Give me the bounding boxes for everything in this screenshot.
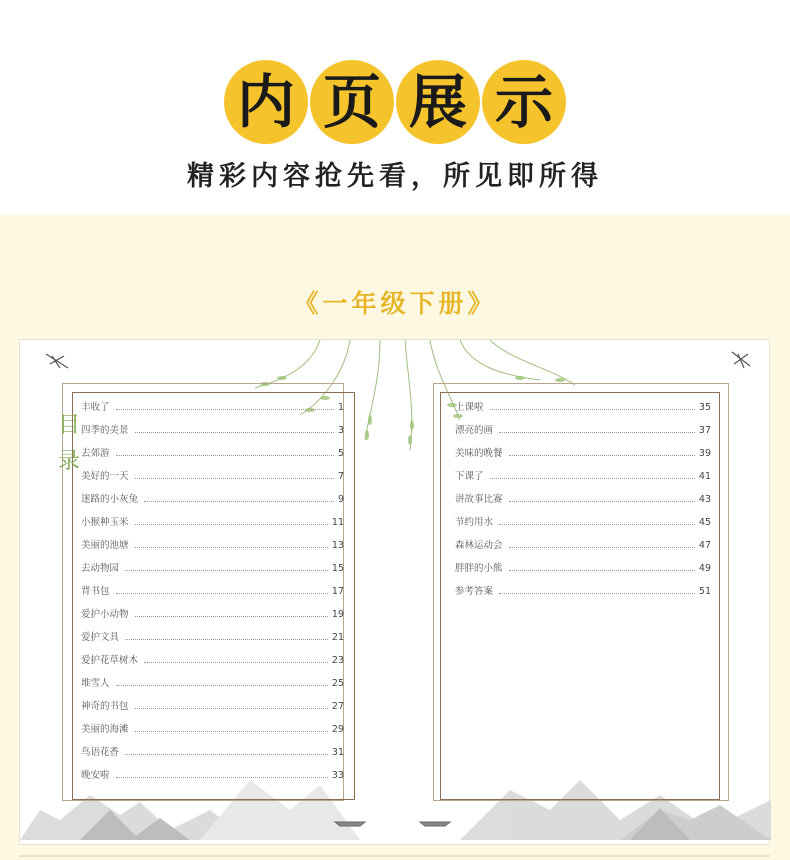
toc-entry-title: 背书包 (81, 586, 110, 597)
toc-entry-title: 美丽的海滩 (81, 724, 129, 735)
toc-leader-dots (116, 403, 334, 410)
toc-entry-page: 19 (331, 609, 344, 620)
toc-entry-page: 1 (337, 402, 344, 413)
toc-leader-dots (116, 449, 334, 456)
page-heading (0, 60, 790, 144)
toc-entry-title: 讲故事比赛 (455, 494, 503, 505)
toc-entry-title: 森林运动会 (455, 540, 503, 551)
toc-leader-dots (135, 518, 328, 525)
toc-leader-dots (144, 495, 334, 502)
toc-leader-dots (135, 541, 328, 548)
toc-entry-page: 9 (337, 494, 344, 505)
heading-char-circle: 示 (482, 60, 566, 144)
toc-entry-title: 节约用水 (455, 517, 494, 528)
toc-heading-char: 目 (57, 413, 80, 438)
toc-entry (81, 606, 344, 620)
toc-entry-page: 51 (698, 586, 711, 597)
toc-entry (81, 514, 344, 528)
toc-entry (81, 629, 344, 643)
toc-entry-page: 27 (331, 701, 344, 712)
book-title: 《一年级下册》 (293, 289, 497, 318)
toc-leader-dots (135, 472, 334, 479)
toc-leader-dots (499, 587, 695, 594)
toc-leader-dots (125, 748, 328, 755)
toc-entry-page: 21 (331, 632, 344, 643)
toc-leader-dots (135, 426, 334, 433)
toc-leader-dots (490, 472, 695, 479)
toc-entry-page: 15 (331, 563, 344, 574)
toc-entry-title: 爱护文具 (81, 632, 120, 643)
toc-leader-dots (499, 518, 695, 525)
heading-char-circle: 页 (310, 60, 394, 144)
toc-leader-dots (490, 403, 695, 410)
toc-entry-title: 神奇的书包 (81, 701, 129, 712)
toc-leader-dots (509, 564, 695, 571)
toc-leader-dots (499, 426, 695, 433)
toc-leader-dots (135, 725, 328, 732)
toc-leader-dots (144, 656, 328, 663)
book-spread (19, 339, 770, 845)
toc-entry-page: 29 (331, 724, 344, 735)
toc-entry (81, 537, 344, 551)
toc-entry (81, 721, 344, 735)
toc-entry-title: 迷路的小灰兔 (81, 494, 139, 505)
toc-entry-page: 37 (698, 425, 711, 436)
toc-entry (81, 399, 344, 413)
toc-entry (455, 491, 711, 505)
toc-entry-title: 美好的一天 (81, 471, 129, 482)
toc-entry-title: 漂亮的画 (455, 425, 494, 436)
toc-entry-page: 17 (331, 586, 344, 597)
toc-entry-title: 爱护小动物 (81, 609, 129, 620)
toc-leader-dots (509, 449, 695, 456)
toc-leader-dots (135, 702, 328, 709)
toc-entry (81, 652, 344, 666)
toc-entry (455, 537, 711, 551)
toc-leader-dots (116, 771, 328, 778)
toc-entry-title: 鸟语花香 (81, 747, 120, 758)
toc-entry-page: 39 (698, 448, 711, 459)
subtitle: 精彩内容抢先看，所见即所得 (187, 161, 603, 192)
toc-entry (455, 560, 711, 574)
bottom-divider (19, 855, 770, 857)
toc-entry-title: 四季的美景 (81, 425, 129, 436)
toc-entry-title: 胖胖的小熊 (455, 563, 503, 574)
toc-entry-title: 去动物园 (81, 563, 120, 574)
toc-entry-title: 小猴种玉米 (81, 517, 129, 528)
toc-entry-page: 35 (698, 402, 711, 413)
toc-entry-title: 晚安啦 (81, 770, 110, 781)
header-section (0, 0, 790, 215)
toc-entry-page: 3 (337, 425, 344, 436)
toc-entry-page: 13 (331, 540, 344, 551)
toc-entry-title: 美丽的池塘 (81, 540, 129, 551)
toc-entry-page: 33 (331, 770, 344, 781)
toc-entry-title: 美味的晚餐 (455, 448, 503, 459)
toc-leader-dots (116, 679, 328, 686)
toc-entry-page: 31 (331, 747, 344, 758)
toc-entry (81, 445, 344, 459)
toc-entry (81, 767, 344, 781)
toc-entry-page: 41 (698, 471, 711, 482)
toc-leader-dots (125, 633, 328, 640)
toc-entry-page: 47 (698, 540, 711, 551)
toc-entry-page: 11 (331, 517, 344, 528)
toc-entry-title: 参考答案 (455, 586, 494, 597)
toc-entry-title: 上课啦 (455, 402, 484, 413)
toc-heading-char: 录 (57, 449, 80, 474)
toc-entry (455, 514, 711, 528)
toc-entry (455, 422, 711, 436)
toc-entry-page: 5 (337, 448, 344, 459)
toc-leader-dots (509, 495, 695, 502)
toc-entry (81, 468, 344, 482)
toc-entry (455, 399, 711, 413)
heading-char-circle: 展 (396, 60, 480, 144)
toc-entry-title: 丰收了 (81, 402, 110, 413)
toc-leader-dots (116, 587, 328, 594)
toc-entry (455, 468, 711, 482)
toc-entry (455, 583, 711, 597)
toc-entry-page: 7 (337, 471, 344, 482)
toc-entry (81, 583, 344, 597)
toc-entry (455, 445, 711, 459)
toc-entry (81, 422, 344, 436)
toc-entry-page: 23 (331, 655, 344, 666)
toc-entry (81, 560, 344, 574)
toc-entry-title: 去郊游 (81, 448, 110, 459)
toc-entry-page: 49 (698, 563, 711, 574)
toc-entry-page: 45 (698, 517, 711, 528)
toc-entry-page: 25 (331, 678, 344, 689)
toc-entry (81, 698, 344, 712)
toc-leader-dots (135, 610, 328, 617)
toc-leader-dots (509, 541, 695, 548)
toc-leader-dots (125, 564, 328, 571)
heading-char-circle: 内 (224, 60, 308, 144)
toc-entry-title: 下课了 (455, 471, 484, 482)
toc-entry-page: 43 (698, 494, 711, 505)
toc-heading (56, 408, 82, 480)
toc-entry-title: 爱护花草树木 (81, 655, 139, 666)
toc-entry (81, 491, 344, 505)
toc-entry (81, 744, 344, 758)
toc-entry (81, 675, 344, 689)
toc-entry-title: 堆雪人 (81, 678, 110, 689)
